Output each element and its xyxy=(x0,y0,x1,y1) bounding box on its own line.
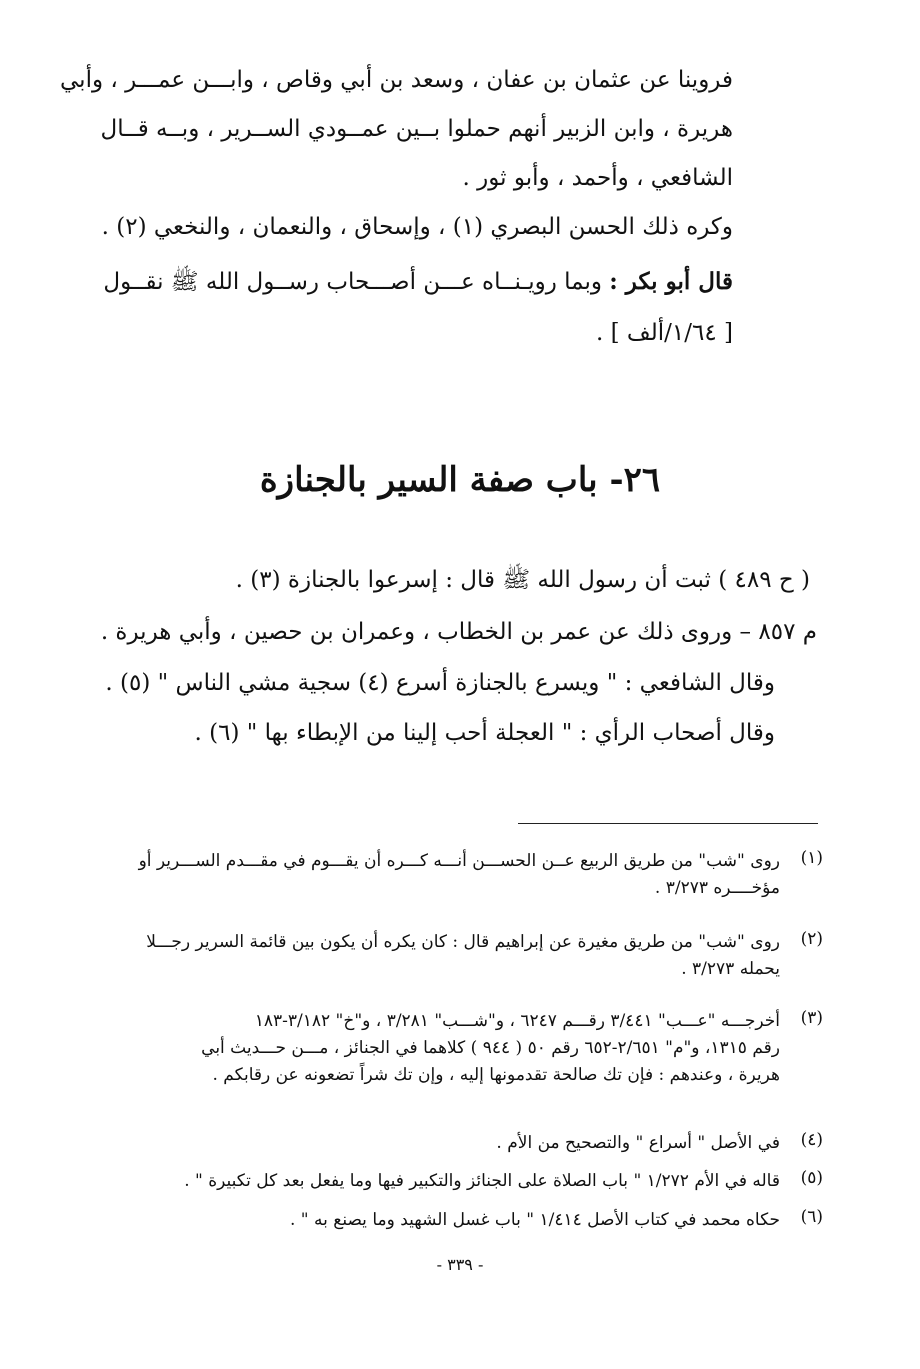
footnote-line: روى "شب" من طريق الربيع عــن الحســـن أنـــه كـــره أن يقـــوم في مقـــدم الســـرير أو xyxy=(138,851,780,871)
abu-bakr-text: وبما رويـنــاه عـــن أصـــحاب رســول الله ﷺ نقــول xyxy=(103,269,602,295)
footnote-line: في الأصل " أسراع " والتصحيح من الأم . xyxy=(496,1133,780,1153)
folio-marker: [ ١/٦٤/ألف ] . xyxy=(596,320,733,346)
footnote-number: (٤) xyxy=(800,1130,823,1150)
paragraph-line-2: هريرة ، وابن الزبير أنهم حملوا بــين عمــودي الســرير ، وبــه قــال xyxy=(100,116,733,142)
shafii-line: وقال الشافعي : " ويسرع بالجنازة أسرع (٤) سجية مشي الناس " (٥) . xyxy=(105,670,775,696)
footnote-number: (٦) xyxy=(800,1207,823,1227)
page-number: - ٣٣٩ - xyxy=(436,1255,484,1274)
paragraph-line-3: الشافعي ، وأحمد ، وأبو ثور . xyxy=(462,165,733,191)
ashab-line: وقال أصحاب الرأي : " العجلة أحب إلينا من الإبطاء بها " (٦) . xyxy=(194,720,775,746)
footnote-number: (٣) xyxy=(800,1008,823,1028)
footnote-6 xyxy=(105,1207,780,1234)
abu-bakr-label: قال أبو بكر : xyxy=(609,268,733,295)
footnote-line: قاله في الأم ١/٢٧٢ " باب الصلاة على الجنائز والتكبير فيها وما يفعل بعد كل تكبيرة " . xyxy=(184,1171,780,1191)
hadith-line: ( ح ٤٨٩ ) ثبت أن رسول الله ﷺ قال : إسرعوا بالجنازة (٣) . xyxy=(235,567,810,593)
footnote-3 xyxy=(105,1008,780,1089)
footnote-number: (١) xyxy=(800,848,823,868)
chapter-heading: ٢٦- باب صفة السير بالجنازة xyxy=(259,460,661,500)
paragraph-line-5 xyxy=(103,265,733,299)
footnote-line: مؤخــــره ٣/٢٧٣ . xyxy=(654,878,780,898)
footnote-4 xyxy=(105,1130,780,1157)
paragraph-line-4: وكره ذلك الحسن البصري (١) ، وإسحاق ، والنعمان ، والنخعي (٢) . xyxy=(101,214,733,240)
masala-line: م ٨٥٧ – وروى ذلك عن عمر بن الخطاب ، وعمران بن حصين ، وأبي هريرة . xyxy=(100,619,817,645)
footnote-number: (٢) xyxy=(800,929,823,949)
footnote-separator xyxy=(518,823,818,824)
footnote-line: هريرة ، وعندهم : فإن تك صالحة تقدمونها إليه ، وإن تك شراً تضعونه عن رقابكم . xyxy=(212,1065,780,1085)
footnote-line: أخرجـــه "عـــب" ٣/٤٤١ رقـــم ٦٢٤٧ ، و"شـــب" ٣/٢٨١ ، و"خ" ٣/١٨٢-١٨٣ xyxy=(254,1011,780,1031)
footnote-5 xyxy=(105,1168,780,1195)
footnote-line: روى "شب" من طريق مغيرة عن إبراهيم قال : كان يكره أن يكون بين قائمة السرير رجـــلا xyxy=(146,932,780,952)
footnote-line: حكاه محمد في كتاب الأصل ١/٤١٤ " باب غسل الشهيد وما يصنع به " . xyxy=(289,1210,780,1230)
footnote-2 xyxy=(105,929,780,983)
footnote-number: (٥) xyxy=(800,1168,823,1188)
footnote-line: يحمله ٣/٢٧٣ . xyxy=(681,959,780,979)
footnote-1 xyxy=(105,848,780,902)
footnote-line: رقم ١٣١٥، و"م" ٢/٦٥١-٦٥٢ رقم ٥٠ ( ٩٤٤ ) كلاهما في الجنائز ، مـــن حـــديث أبي xyxy=(201,1038,780,1058)
paragraph-line-1: فروينا عن عثمان بن عفان ، وسعد بن أبي وقاص ، وابـــن عمـــر ، وأبي xyxy=(60,67,733,93)
